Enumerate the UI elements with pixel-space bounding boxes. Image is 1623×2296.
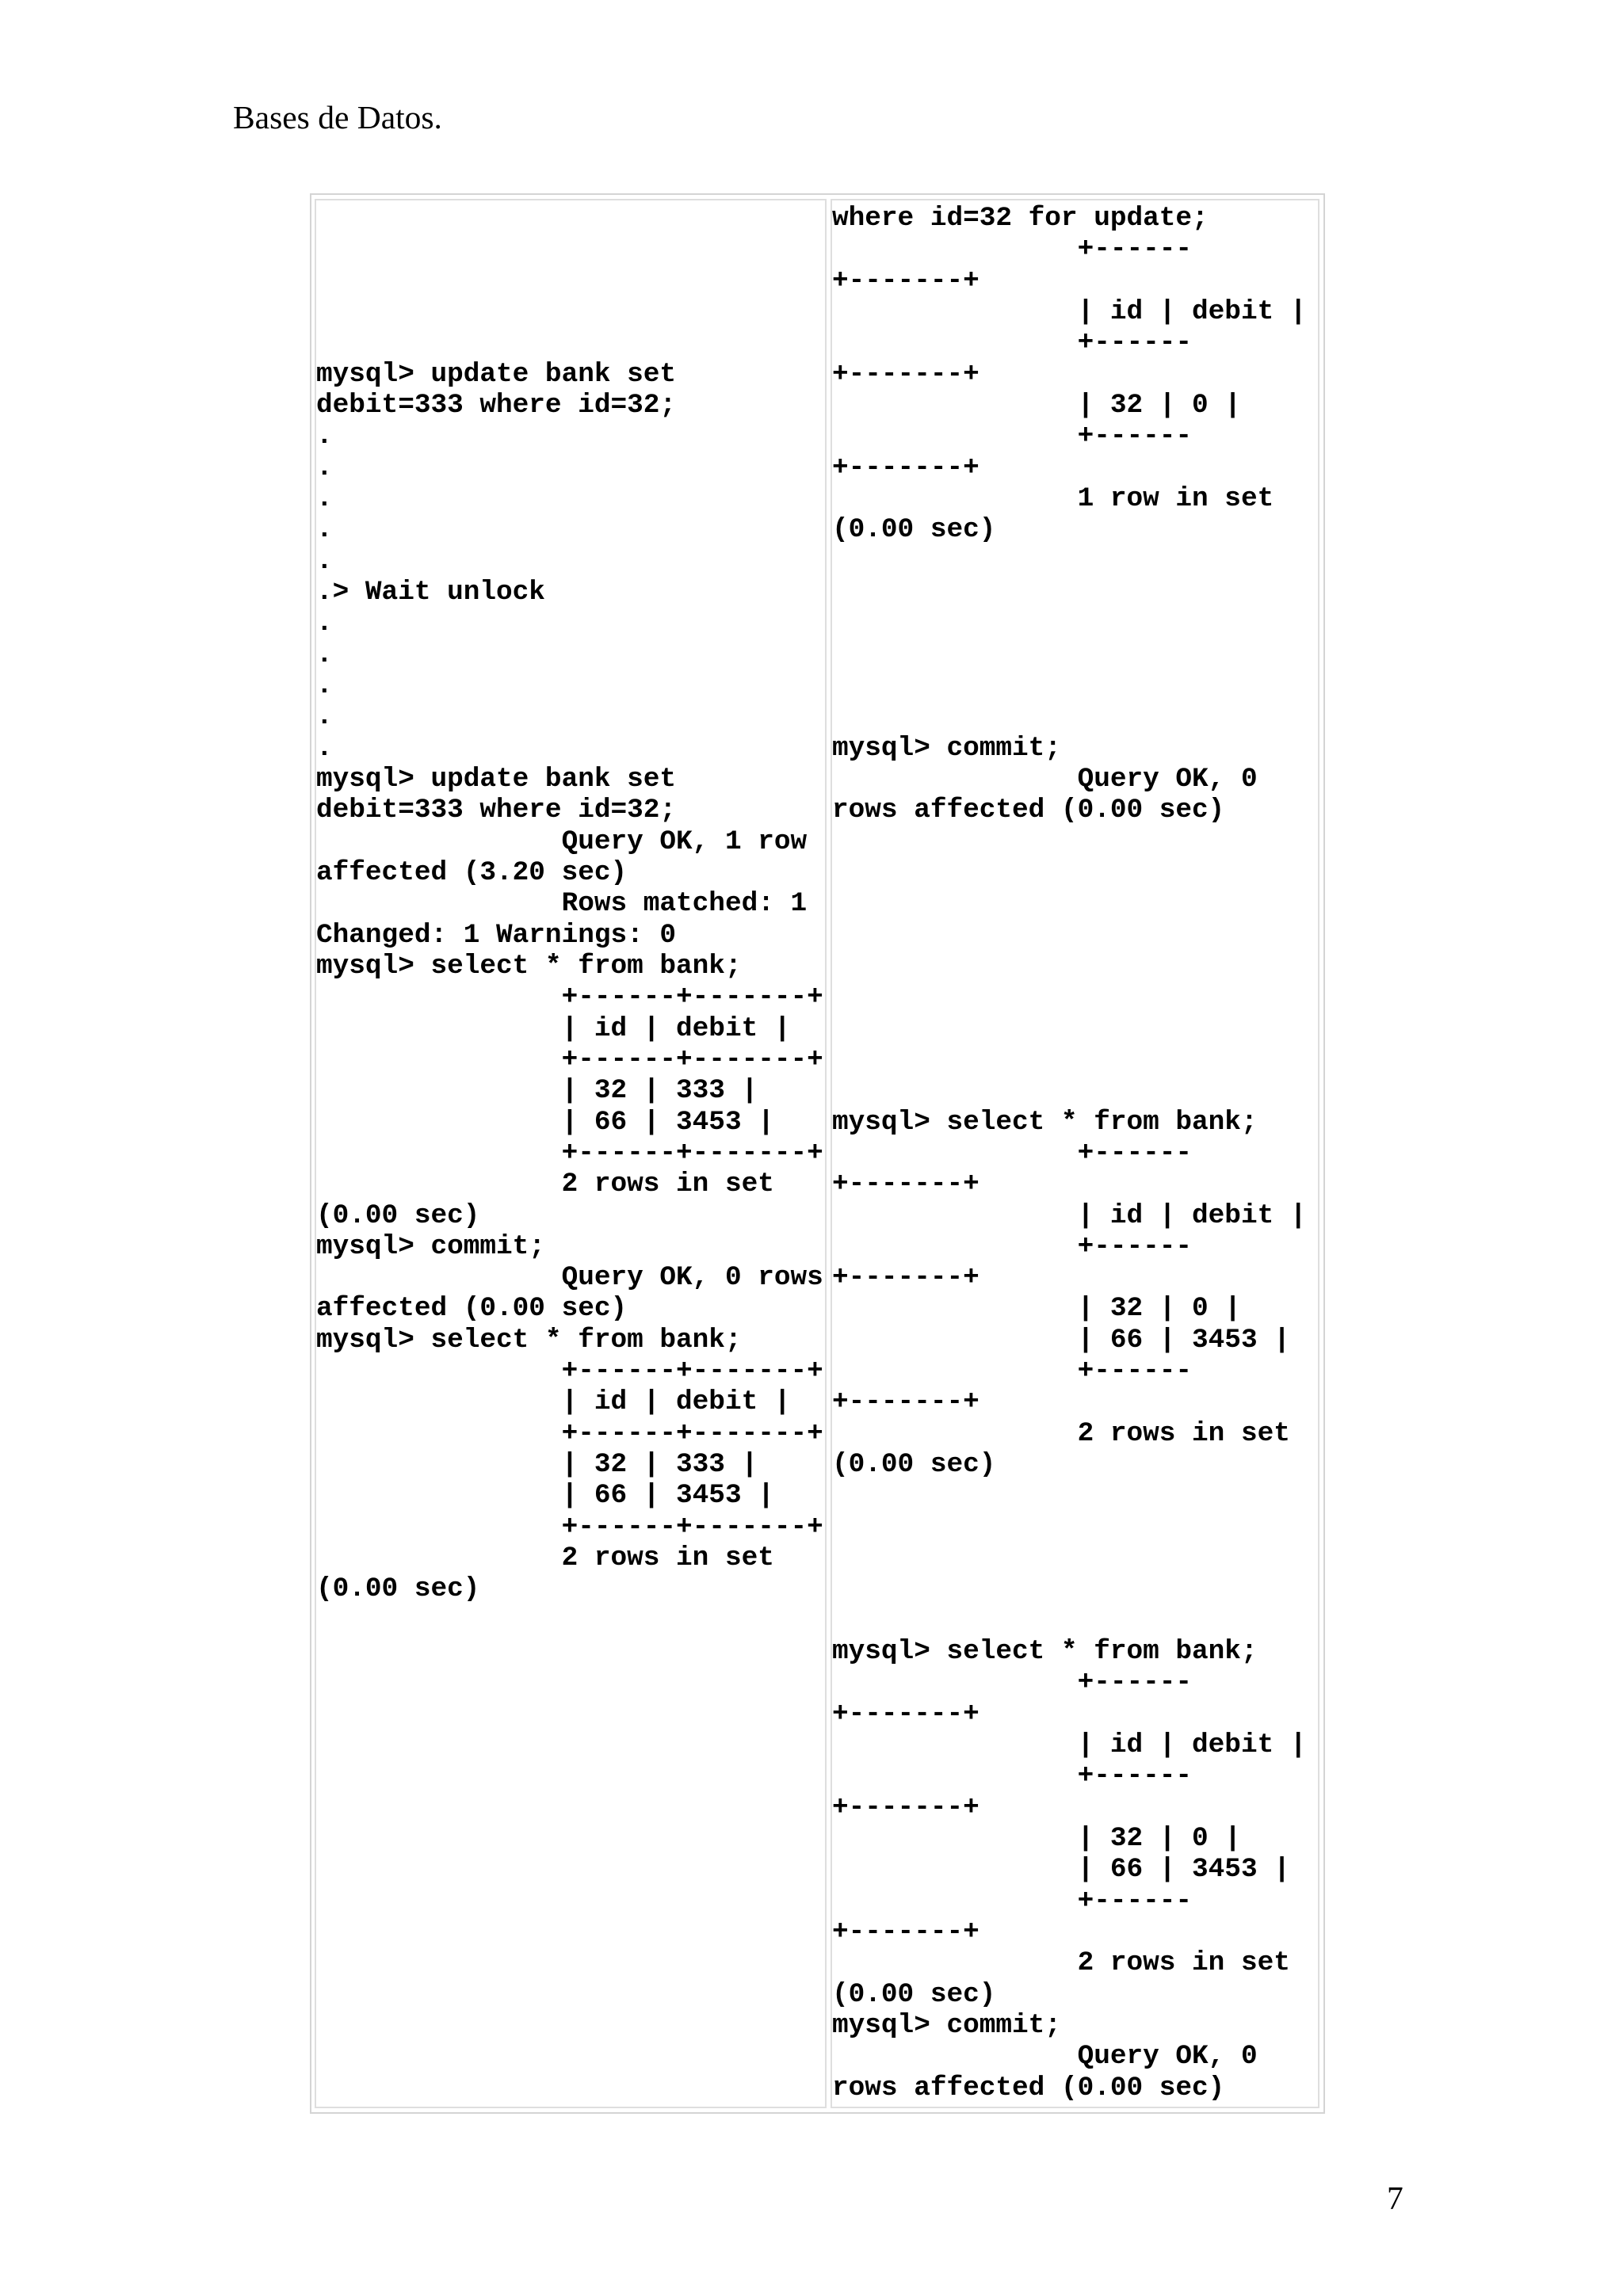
session-a-line: mysql> select * from bank; [316,1324,742,1356]
session-a-line: mysql> update bank set [316,763,677,795]
session-b-line: +------ [832,1356,1193,1387]
session-b-line [832,920,1318,951]
session-a-line: . [316,639,333,670]
session-b-line: 2 rows in set [832,1947,1290,1979]
session-a-line: . [316,669,333,701]
session-a-line: . [316,421,333,452]
session-a-line: +------+-------+ [316,1137,823,1169]
session-a-line: +------+-------+ [316,1511,823,1543]
session-b-line: rows affected (0.00 sec) [832,2072,1225,2103]
session-b-line: +------ [832,1760,1193,1792]
session-b-line: (0.00 sec) [832,514,996,546]
session-a-line: mysql> update bank set [316,358,677,390]
session-b-line: +------ [832,327,1193,359]
session-a-line: . [316,608,333,639]
session-a-line: Query OK, 1 row [316,826,808,857]
session-b-line: | id | debit | [832,1730,1307,1761]
session-b-line: | id | debit | [832,1199,1307,1231]
session-a-line: (0.00 sec) [316,1199,480,1231]
session-a-line: Rows matched: 1 [316,888,808,920]
session-b-line [832,1044,1318,1075]
session-a-line: . [316,545,333,577]
session-b-line: +------ [832,421,1193,452]
session-b-line [832,577,1318,608]
session-a-line: . [316,514,333,546]
session-b-line [832,701,1318,732]
session-a-line: +------+-------+ [316,982,823,1013]
session-b-cell [831,199,1319,2108]
session-b-line: +-------+ [832,265,980,296]
session-b-line: +-------+ [832,1917,980,1948]
session-a-line [316,327,825,358]
session-a-line: | id | debit | [316,1013,791,1044]
session-b-line: +-------+ [832,358,980,390]
session-b-line [832,857,1318,888]
session-a-line: . [316,452,333,483]
session-b-line [832,888,1318,919]
session-b-line [832,982,1318,1013]
session-b-line: +------ [832,1230,1193,1262]
session-a-line: +------+-------+ [316,1356,823,1387]
session-a-line: .> Wait unlock [316,576,545,608]
session-b-line: +-------+ [832,1791,980,1823]
session-a-line: . [316,482,333,514]
session-a-line: 2 rows in set [316,1543,774,1574]
session-b-line: rows affected (0.00 sec) [832,795,1225,826]
session-a-line [316,234,825,265]
session-b-line [832,1512,1318,1543]
session-b-line: +-------+ [832,1262,980,1294]
session-b-line: mysql> select * from bank; [832,1636,1258,1668]
session-b-line [832,826,1318,857]
session-a-line: mysql> select * from bank; [316,950,742,982]
session-b-line: Query OK, 0 [832,763,1258,795]
session-a-line: (0.00 sec) [316,1573,480,1605]
session-a-line [316,296,825,327]
session-comparison-table [310,193,1325,2114]
session-b-line: +-------+ [832,1169,980,1200]
session-b-line [832,670,1318,701]
session-a-line: | 66 | 3453 | [316,1480,774,1512]
session-b-line: +------ [832,234,1193,265]
session-b-line: +-------+ [832,1698,980,1730]
session-a-line: affected (3.20 sec) [316,856,628,888]
session-a-line: . [316,701,333,733]
session-b-line: 2 rows in set [832,1417,1290,1449]
session-a-line: . [316,732,333,764]
session-b-line: | id | debit | [832,296,1307,327]
session-a-line [316,265,825,296]
session-b-line: | 66 | 3453 | [832,1324,1290,1356]
session-b-line: mysql> commit; [832,2010,1061,2042]
session-a-line: +------+-------+ [316,1417,823,1449]
session-a-line: 2 rows in set [316,1169,774,1200]
session-b-line: +------ [832,1667,1193,1699]
session-a-transcript [316,203,825,1605]
session-a-line: debit=333 where id=32; [316,795,677,826]
session-a-line: debit=333 where id=32; [316,389,677,421]
session-b-line: where id=32 for update; [832,203,1209,234]
session-a-line: | 32 | 333 | [316,1449,758,1481]
session-b-line [832,608,1318,639]
session-b-line: | 32 | 0 | [832,1823,1241,1855]
session-b-line [832,639,1318,670]
session-b-line: Query OK, 0 [832,2041,1258,2073]
session-b-line [832,1075,1318,1106]
session-a-line: | 32 | 333 | [316,1075,758,1107]
session-b-transcript [832,203,1318,2103]
session-b-line [832,546,1318,577]
page-number: 7 [1387,2180,1403,2216]
session-b-line [832,1573,1318,1604]
session-b-line [832,1605,1318,1636]
session-a-line: mysql> commit; [316,1230,545,1262]
session-a-line [316,203,825,234]
session-b-line: (0.00 sec) [832,1449,996,1481]
session-b-line [832,1543,1318,1573]
session-a-line: Changed: 1 Warnings: 0 [316,919,677,951]
session-a-cell [315,199,827,2108]
session-b-line [832,1480,1318,1511]
session-a-line: +------+-------+ [316,1043,823,1075]
page-header-title: Bases de Datos. [233,99,442,135]
session-b-line: | 66 | 3453 | [832,1854,1290,1886]
session-b-line: +-------+ [832,452,980,483]
session-b-line: (0.00 sec) [832,1978,996,2010]
session-b-line: mysql> commit; [832,732,1061,764]
session-b-line: +-------+ [832,1386,980,1418]
session-b-line: | 32 | 0 | [832,389,1241,421]
session-a-line: | id | debit | [316,1386,791,1418]
session-b-line: | 32 | 0 | [832,1293,1241,1325]
session-b-line: +------ [832,1137,1193,1169]
session-a-line: Query OK, 0 rows [316,1262,823,1294]
session-b-line: 1 row in set [832,482,1274,514]
session-b-line: +------ [832,1885,1193,1917]
session-a-line: affected (0.00 sec) [316,1293,628,1325]
session-b-line [832,951,1318,982]
session-b-line: mysql> select * from bank; [832,1106,1258,1138]
session-a-line: | 66 | 3453 | [316,1106,774,1138]
session-b-line [832,1013,1318,1044]
